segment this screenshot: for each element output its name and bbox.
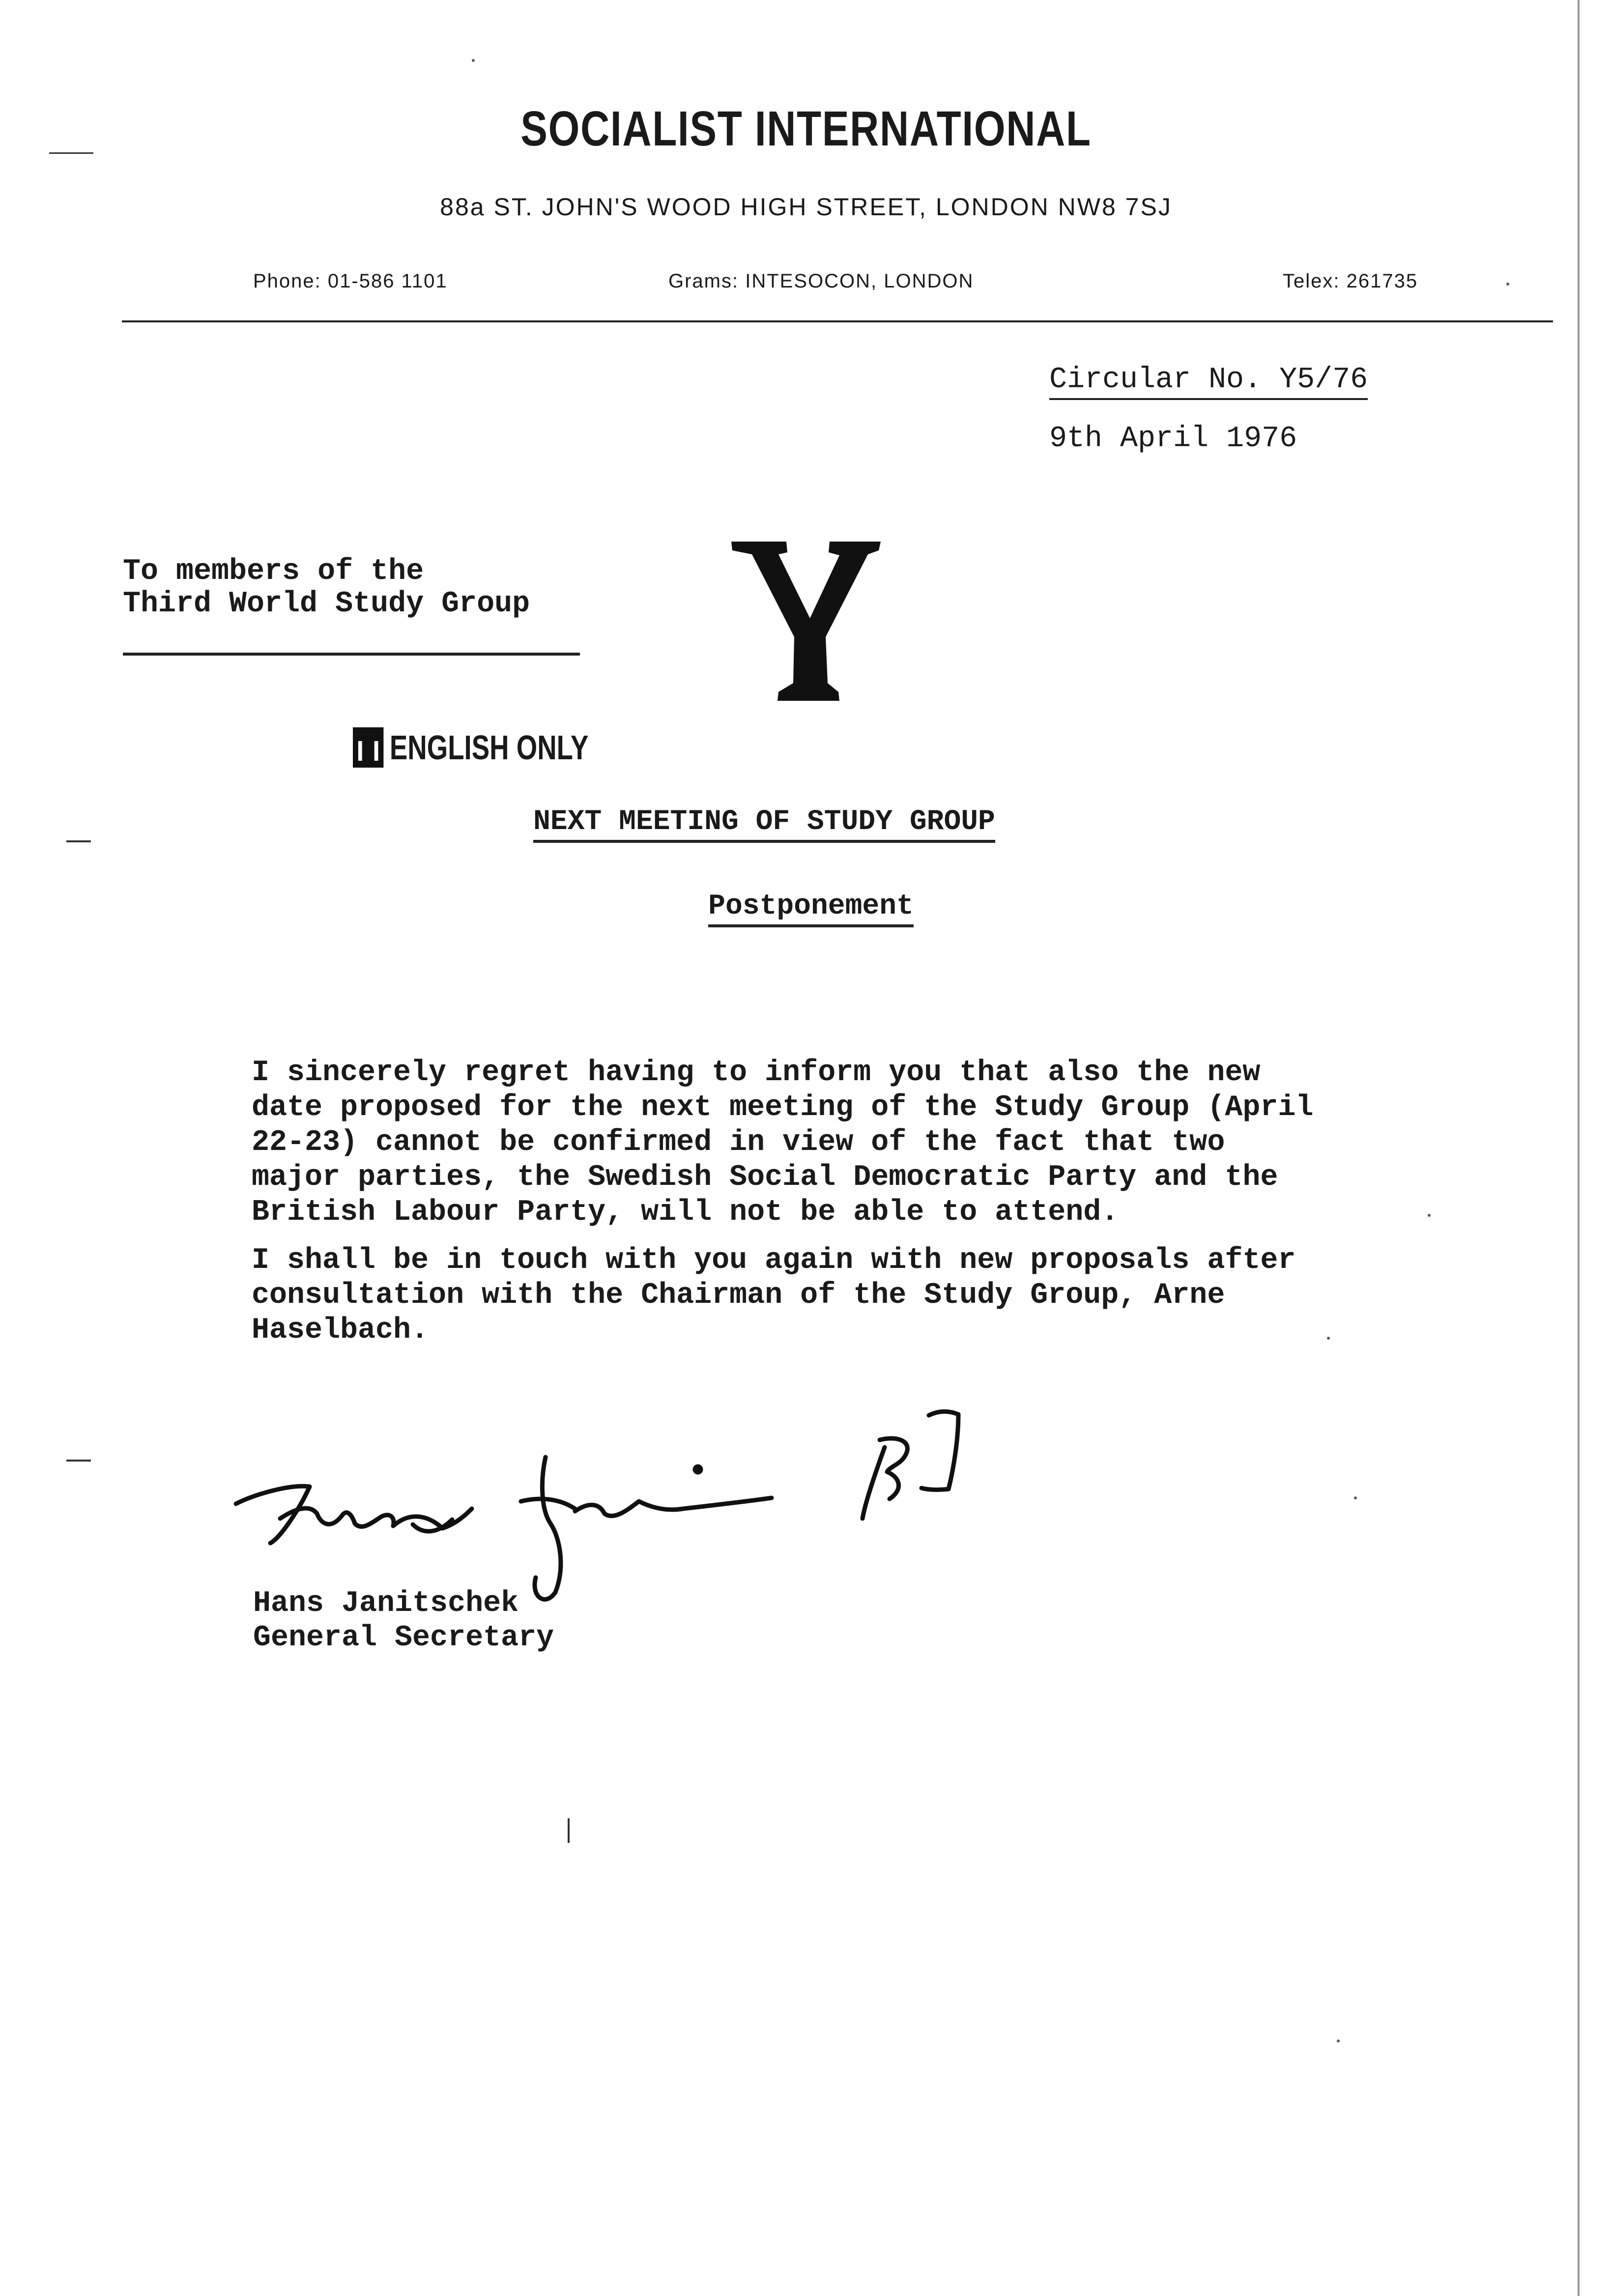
- circular-number: Circular No. Y5/76: [1049, 363, 1368, 400]
- document-subtitle: [5, 890, 1612, 927]
- circular-block: [1049, 363, 1368, 456]
- letterhead-divider: [122, 320, 1553, 322]
- scan-speck: [472, 59, 475, 62]
- stamp-box-icon: [353, 727, 383, 768]
- scan-speck: [1506, 283, 1509, 286]
- recipients-underline: [123, 653, 580, 656]
- telex-number: Telex: 261735: [1283, 270, 1418, 292]
- scan-mark: [66, 840, 91, 842]
- scan-mark: [66, 1460, 91, 1462]
- scan-speck: [1354, 1496, 1357, 1499]
- recipients-line-2: Third World Study Group: [123, 587, 530, 621]
- telegram-address: Grams: INTESOCON, LONDON: [668, 270, 974, 292]
- body-paragraph-1: I sincerely regret having to inform you that also the new date proposed for the next meeting of the Study Group (April 22-23) cannot be confirmed in view of the fact that two major parties, the Swedish Social Democratic Party and the British Labour Party, will not be able to attend.: [252, 1056, 1314, 1229]
- scan-speck: [1428, 1214, 1431, 1217]
- phone-number: Phone: 01-586 1101: [253, 270, 448, 292]
- language-stamp-text: ENGLISH ONLY: [389, 728, 589, 767]
- document-title-text: NEXT MEETING OF STUDY GROUP: [533, 806, 995, 843]
- language-stamp: [353, 727, 588, 768]
- handwritten-signature: [226, 1361, 1037, 1617]
- document-subtitle-text: Postponement: [708, 890, 914, 927]
- organization-address: 88a ST. JOHN'S WOOD HIGH STREET, LONDON NW8 7SJ: [440, 193, 1172, 221]
- scan-speck: [1327, 1337, 1330, 1340]
- signatory-title: General Secretary: [253, 1621, 554, 1655]
- scan-speck: [1337, 2039, 1340, 2042]
- signatory-name: Hans Janitschek: [253, 1587, 519, 1620]
- scan-mark: [568, 1818, 570, 1843]
- scan-edge: [1578, 0, 1580, 2296]
- recipients-block: [123, 555, 530, 620]
- document-title: [0, 806, 1570, 843]
- recipients-line-1: To members of the: [123, 555, 424, 588]
- organization-name: SOCIALIST INTERNATIONAL: [520, 101, 1092, 156]
- signatory-block: [253, 1586, 554, 1655]
- circular-date: 9th April 1976: [1049, 422, 1297, 456]
- body-paragraph-2: I shall be in touch with you again with new proposals after consultation with the Chairman of the Study Group, Arne Haselbach.: [252, 1244, 1296, 1347]
- scan-mark: [49, 152, 93, 154]
- y-series-stamp: [727, 536, 885, 703]
